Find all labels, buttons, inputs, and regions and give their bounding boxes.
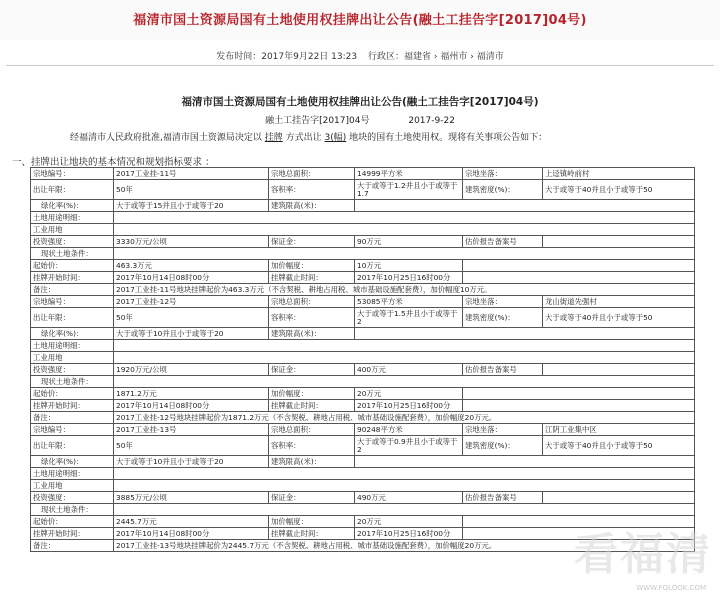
table-row [31, 168, 695, 180]
table-cell: 工业用地 [31, 352, 114, 364]
table-row [31, 236, 695, 248]
table-cell: 2017年10月25日16时00分 [355, 400, 463, 412]
table-cell: 起始价： [31, 260, 114, 272]
table-cell: 大于或等于0.9并且小于或等于2 [355, 436, 463, 456]
table-cell: 绿化率(%)： [31, 456, 114, 468]
table-cell: 容积率： [269, 436, 355, 456]
table-row [31, 200, 695, 212]
table-row [31, 248, 695, 260]
region-province-link[interactable]: 福建省 [404, 52, 432, 62]
table-cell: 保证金： [269, 236, 355, 248]
table-cell: 绿化率(%)： [31, 200, 114, 212]
table-cell: 宗地编号： [31, 296, 114, 308]
watermark-logo: 看福清 [574, 529, 712, 580]
table-cell: 投资强度： [31, 236, 114, 248]
table-cell-empty [114, 248, 695, 260]
table-row [31, 340, 695, 352]
table-cell: 大于或等于1.5并且小于或等于2 [355, 308, 463, 328]
table-cell: 53085平方米 [355, 296, 463, 308]
table-cell-empty [114, 212, 695, 224]
table-cell: 保证金： [269, 364, 355, 376]
document-number: 融土工挂告字[2017]04号 [265, 116, 370, 126]
document-date: 2017-9-22 [408, 116, 455, 126]
table-cell: 出让年限： [31, 180, 114, 200]
region-label: 行政区：福建省 › 福州市 › 福清市 [367, 52, 504, 62]
table-cell: 土地用途明细： [31, 468, 114, 480]
table-cell: 大于或等于1.2并且小于或等于1.7 [355, 180, 463, 200]
table-cell: 容积率： [269, 308, 355, 328]
table-cell: 现状土地条件： [31, 504, 114, 516]
table-cell: 宗地总面积： [269, 424, 355, 436]
table-cell: 建筑限高(米)： [269, 200, 355, 212]
table-cell: 容积率： [269, 180, 355, 200]
table-cell: 备注： [31, 412, 114, 424]
table-cell: 上迳镇岭前村 [543, 168, 695, 180]
table-cell: 建筑密度(%)： [463, 436, 543, 456]
table-cell: 宗地坐落： [463, 424, 543, 436]
table-cell-empty [114, 376, 695, 388]
table-cell: 土地用途明细： [31, 212, 114, 224]
table-cell: 出让年限： [31, 436, 114, 456]
table-row [31, 504, 695, 516]
table-cell: 3885万元/公顷 [114, 492, 269, 504]
table-row [31, 412, 695, 424]
table-cell: 估价报告备案号 [463, 492, 543, 504]
table-cell-empty [463, 260, 695, 272]
table-cell: 2017工业挂-11号地块挂牌起价为463.3万元（不含契税、耕地占用税、城市基础设施配套费），加价幅度10万元。 [114, 284, 695, 296]
table-cell: 加价幅度： [269, 516, 355, 528]
table-cell: 挂牌开始时间： [31, 272, 114, 284]
table-cell: 20万元 [355, 516, 463, 528]
table-row [31, 376, 695, 388]
table-cell: 10万元 [355, 260, 463, 272]
table-cell: 90万元 [355, 236, 463, 248]
table-row [31, 284, 695, 296]
table-cell: 50年 [114, 180, 269, 200]
table-cell-empty [114, 480, 695, 492]
table-cell: 1871.2万元 [114, 388, 269, 400]
table-cell: 加价幅度： [269, 388, 355, 400]
table-cell: 估价报告备案号 [463, 236, 543, 248]
table-row [31, 468, 695, 480]
table-cell-empty [355, 200, 695, 212]
table-row [31, 212, 695, 224]
table-row [31, 456, 695, 468]
table-cell: 2017年10月14日08时00分 [114, 400, 269, 412]
table-cell: 宗地总面积： [269, 168, 355, 180]
parcel-table [30, 167, 695, 552]
table-cell: 现状土地条件： [31, 376, 114, 388]
table-cell: 2017年10月25日16时00分 [355, 272, 463, 284]
table-row [31, 308, 695, 328]
table-cell: 20万元 [355, 388, 463, 400]
table-cell: 工业用地 [31, 224, 114, 236]
table-row [31, 352, 695, 364]
table-cell: 50年 [114, 436, 269, 456]
table-row [31, 400, 695, 412]
table-cell: 建筑限高(米)： [269, 456, 355, 468]
table-cell: 大于或等于40并且小于或等于50 [543, 308, 695, 328]
table-cell: 建筑限高(米)： [269, 328, 355, 340]
table-cell: 490万元 [355, 492, 463, 504]
table-cell: 建筑密度(%)： [463, 308, 543, 328]
region-county-link[interactable]: 福清市 [476, 52, 504, 62]
region-city-link[interactable]: 福州市 [440, 52, 468, 62]
document-number-line [0, 113, 720, 126]
table-cell: 2017工业挂-12号地块挂牌起价为1871.2万元（不含契税、耕地占用税、城市基础设施配套费），加价幅度20万元。 [114, 412, 695, 424]
table-cell: 绿化率(%)： [31, 328, 114, 340]
table-cell: 大于或等于10并且小于或等于20 [114, 456, 269, 468]
table-cell-empty [463, 272, 695, 284]
table-cell: 2445.7万元 [114, 516, 269, 528]
table-cell-empty [543, 236, 695, 248]
table-cell: 宗地编号： [31, 424, 114, 436]
divider [6, 65, 714, 66]
table-row [31, 364, 695, 376]
table-cell: 2017年10月14日08时00分 [114, 528, 269, 540]
table-cell: 工业用地 [31, 480, 114, 492]
table-cell: 土地用途明细： [31, 340, 114, 352]
table-cell: 宗地坐落： [463, 296, 543, 308]
table-cell: 463.3万元 [114, 260, 269, 272]
table-cell: 1920万元/公顷 [114, 364, 269, 376]
table-cell: 2017年10月25日16时00分 [355, 528, 463, 540]
table-row [31, 388, 695, 400]
table-cell: 14999平方米 [355, 168, 463, 180]
page-title: 福清市国土资源局国有土地使用权挂牌出让公告(融土工挂告字[2017]04号) [133, 13, 587, 28]
table-row [31, 436, 695, 456]
table-cell: 江阴工业集中区 [543, 424, 695, 436]
table-row [31, 224, 695, 236]
table-cell: 起始价： [31, 516, 114, 528]
table-cell: 挂牌截止时间： [269, 400, 355, 412]
table-cell: 投资强度： [31, 364, 114, 376]
table-cell: 2017年10月14日08时00分 [114, 272, 269, 284]
table-cell: 2017工业挂-12号 [114, 296, 269, 308]
table-row [31, 180, 695, 200]
table-cell: 400万元 [355, 364, 463, 376]
table-cell: 宗地编号： [31, 168, 114, 180]
table-cell: 2017工业挂-13号地块挂牌起价为2445.7万元（不含契税、耕地占用税、城市基础设施配套费），加价幅度20万元。 [114, 540, 695, 552]
table-cell: 2017工业挂-11号 [114, 168, 269, 180]
table-cell-empty [114, 504, 695, 516]
table-cell: 大于或等于40并且小于或等于50 [543, 180, 695, 200]
table-cell-empty [463, 400, 695, 412]
publish-time: 发布时间：2017年9月22日 13:23 [216, 52, 358, 62]
table-cell: 挂牌截止时间： [269, 528, 355, 540]
table-row [31, 260, 695, 272]
table-row [31, 480, 695, 492]
table-cell: 备注： [31, 284, 114, 296]
table-cell-empty [355, 456, 695, 468]
table-cell: 90248平方米 [355, 424, 463, 436]
table-cell: 大于或等于40并且小于或等于50 [543, 436, 695, 456]
table-cell: 龙山街道先强村 [543, 296, 695, 308]
table-cell: 挂牌开始时间： [31, 400, 114, 412]
table-cell: 出让年限： [31, 308, 114, 328]
table-cell: 现状土地条件： [31, 248, 114, 260]
table-cell-empty [355, 328, 695, 340]
table-cell-empty [543, 364, 695, 376]
table-cell: 备注： [31, 540, 114, 552]
table-cell: 大于或等于15并且小于或等于20 [114, 200, 269, 212]
document-title: 福清市国土资源局国有土地使用权挂牌出让公告(融土工挂告字[2017]04号) [181, 96, 539, 108]
table-cell: 保证金： [269, 492, 355, 504]
watermark-url: WWW.FQLOOK.COM [636, 584, 706, 592]
header-bar [0, 0, 720, 40]
table-cell-empty [114, 352, 695, 364]
table-cell: 估价报告备案号 [463, 364, 543, 376]
table-row [31, 272, 695, 284]
table-row [31, 424, 695, 436]
section-heading: 一、挂牌出让地块的基本情况和规划指标要求 ： [12, 157, 215, 168]
table-cell-empty [114, 468, 695, 480]
table-cell-empty [114, 224, 695, 236]
table-cell: 50年 [114, 308, 269, 328]
meta-line [0, 49, 720, 62]
table-cell: 3330万元/公顷 [114, 236, 269, 248]
intro-paragraph: 经福清市人民政府批准,福清市国土资源局决定以 挂牌 方式出让 3(幅) 地块的国有土地使用权。现将有关事项公告如下： [70, 133, 548, 143]
table-cell-empty [463, 388, 695, 400]
table-cell: 宗地坐落： [463, 168, 543, 180]
table-cell: 加价幅度： [269, 260, 355, 272]
table-cell: 建筑密度(%)： [463, 180, 543, 200]
table-cell: 挂牌开始时间： [31, 528, 114, 540]
table-cell: 2017工业挂-13号 [114, 424, 269, 436]
table-row [31, 492, 695, 504]
table-row [31, 296, 695, 308]
table-cell: 宗地总面积： [269, 296, 355, 308]
table-cell: 大于或等于10并且小于或等于20 [114, 328, 269, 340]
table-cell: 挂牌截止时间： [269, 272, 355, 284]
table-cell: 起始价： [31, 388, 114, 400]
table-cell: 投资强度： [31, 492, 114, 504]
table-cell-empty [114, 340, 695, 352]
table-row [31, 328, 695, 340]
table-cell-empty [543, 492, 695, 504]
